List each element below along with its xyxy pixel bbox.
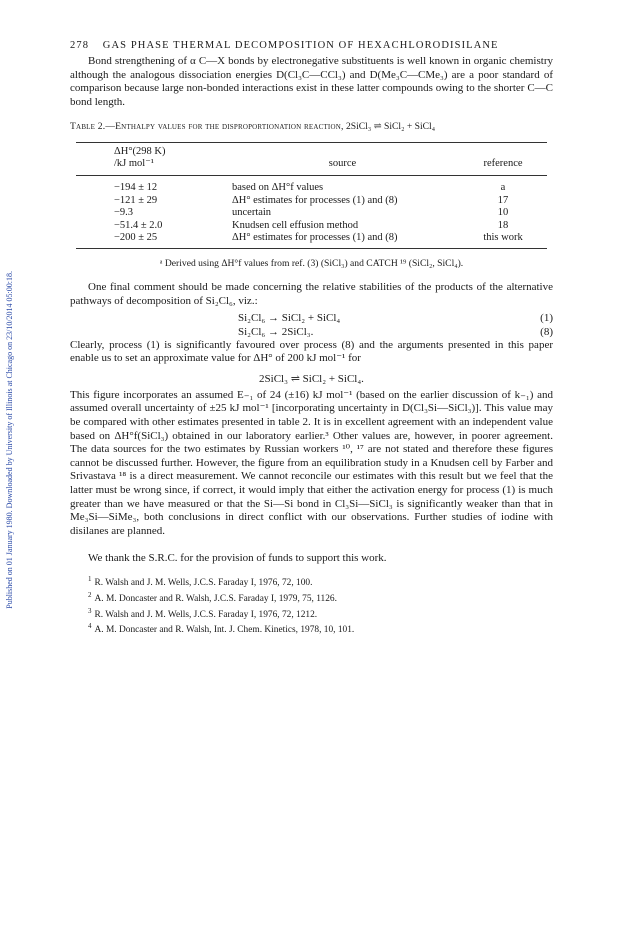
cell-enthalpy: −51.4 ± 2.0	[114, 219, 163, 231]
equation-number: (1)	[540, 311, 553, 324]
cell-source: ΔH° estimates for processes (1) and (8)	[232, 232, 398, 243]
header-enthalpy-line2: /kJ mol⁻¹	[114, 158, 154, 170]
reference-text: R. Walsh and J. M. Wells, J.C.S. Faraday I, 1976, 72, 100.	[94, 578, 313, 589]
table-row	[70, 220, 553, 232]
reference-text: A. M. Doncaster and R. Walsh, Int. J. Chem. Kinetics, 1978, 10, 101.	[94, 625, 355, 636]
cell-enthalpy: −121 ± 29	[114, 194, 158, 206]
reference-text: R. Walsh and J. M. Wells, J.C.S. Faraday I, 1976, 72, 1212.	[94, 609, 318, 620]
cell-source: ΔH° estimates for processes (1) and (8)	[232, 194, 398, 206]
table-header-row	[70, 143, 553, 175]
article-page	[70, 40, 553, 637]
running-header	[70, 40, 553, 51]
cell-enthalpy: −194 ± 12	[114, 182, 158, 194]
equation-line	[70, 311, 553, 325]
cell-enthalpy: −200 ± 25	[114, 232, 158, 243]
table-bottom-rule	[76, 248, 547, 249]
paragraph-discussion: This figure incorporates an assumed E₋₁ of 24 (±16) kJ mol⁻¹ (based on the earlier discussion of k₋₁) and assumed overall uncertainty of ±25 kJ mol⁻¹ [incorporating uncertainty in D(Cl₃Si—SiCl₃)]. This value may be compared with other estimates presented in table 2. It is in excellent agreement with an independent value based on ΔH°f(SiCl₃) obtained in our laboratory earlier.³ Other values are, however, in poorer agreement. The data sources for the two estimates by Russian workers ¹⁰, ¹⁷ are not stated and therefore these figures cannot be discussed further. However, the figure from an equilibration study in a Knudsen cell by Farber and Srivastava ¹⁸ is a direct measurement. We cannot reconcile our estimates with this result but we feel that the latter must be wrong since, if correct, it would imply that either the activation energy for process (1) is much greater than we have measured or that the Si—Si bond in Cl₃Si—SiCl₃ is significantly weaker than that in Me₃Si—SiMe₃, both conclusions in direct conflict with our observations. Further studies of iodine with disilanes are planned.	[70, 388, 553, 537]
cell-reference: 17	[497, 194, 509, 206]
table-row	[70, 207, 553, 219]
download-watermark-text: Published on 01 January 1980. Downloaded by University of Illinois at Chicago on 23/10/2014 05:00:18.	[4, 271, 14, 609]
equation-block	[70, 311, 553, 339]
reference-item	[88, 590, 553, 606]
cell-reference: 18	[497, 219, 509, 231]
header-enthalpy	[70, 143, 232, 175]
equation-line	[70, 325, 553, 339]
table-footnote: ᵃ Derived using ΔH°f values from ref. (3) (SiCl₃) and CATCH ¹⁹ (SiCl₂, SiCl₄).	[159, 258, 464, 270]
reference-item	[88, 574, 553, 590]
table-row	[70, 195, 553, 207]
cell-reference: a	[500, 182, 506, 194]
table-row	[70, 232, 553, 244]
paragraph-pathways: One final comment should be made concerning the relative stabilities of the products of the alternative pathways of decomposition of Si₂Cl₆, viz.:	[70, 281, 553, 307]
cell-enthalpy: −9.3	[114, 207, 134, 219]
header-enthalpy-line1: ΔH°(298 K)	[114, 146, 166, 158]
table-label: Table 2.—Enthalpy values for the disproportionation reaction,	[70, 121, 344, 133]
download-watermark	[2, 120, 16, 760]
reference-number: 1	[88, 575, 92, 584]
equation-expression: Si₂Cl₆ → SiCl₂ + SiCl₄	[238, 311, 341, 324]
page-number: 278	[70, 40, 90, 51]
table-reaction: 2SiCl₃ ⇌ SiCl₂ + SiCl₄	[345, 121, 436, 133]
equation-number: (8)	[540, 325, 553, 338]
cell-reference: this work	[483, 232, 523, 243]
reference-number: 3	[88, 606, 92, 615]
enthalpy-table	[70, 143, 553, 244]
cell-source: based on ΔH°f values	[232, 182, 324, 194]
equation-disproportionation: 2SiCl₃ ⇌ SiCl₂ + SiCl₄.	[259, 372, 364, 385]
header-source: source	[328, 158, 357, 170]
table-header-rule	[76, 175, 547, 176]
intro-paragraph: Bond strengthening of α C—X bonds by electronegative substituents is well known in organic chemistry although the analogous dissociation energies D(Cl₃C—CCl₃) and D(Me₃C—CMe₃) are a poor standard of comparison because large non-bonded interactions exist in these latter compounds owing to the shorter C—C bond length.	[70, 55, 553, 108]
table-caption	[70, 121, 553, 132]
reference-number: 4	[88, 622, 92, 631]
acknowledgement: We thank the S.R.C. for the provision of funds to support this work.	[88, 552, 387, 565]
paragraph-clearly: Clearly, process (1) is significantly favoured over process (8) and the arguments presented in this paper enable us to set an approximate value for ΔH° of 200 kJ mol⁻¹ for	[70, 338, 553, 365]
table-row	[70, 182, 553, 194]
reference-number: 2	[88, 591, 92, 600]
running-title: GAS PHASE THERMAL DECOMPOSITION OF HEXACHLORODISILANE	[102, 40, 499, 51]
header-reference: reference	[483, 158, 523, 170]
reference-list	[70, 574, 553, 637]
cell-source: Knudsen cell effusion method	[232, 219, 359, 231]
cell-reference: 10	[497, 207, 509, 219]
reference-item	[88, 606, 553, 622]
equation-expression: Si₂Cl₆ → 2SiCl₃.	[238, 325, 314, 338]
reference-item	[88, 621, 553, 637]
reference-text: A. M. Doncaster and R. Walsh, J.C.S. Faraday I, 1979, 75, 1126.	[94, 594, 337, 605]
cell-source: uncertain	[232, 207, 272, 219]
